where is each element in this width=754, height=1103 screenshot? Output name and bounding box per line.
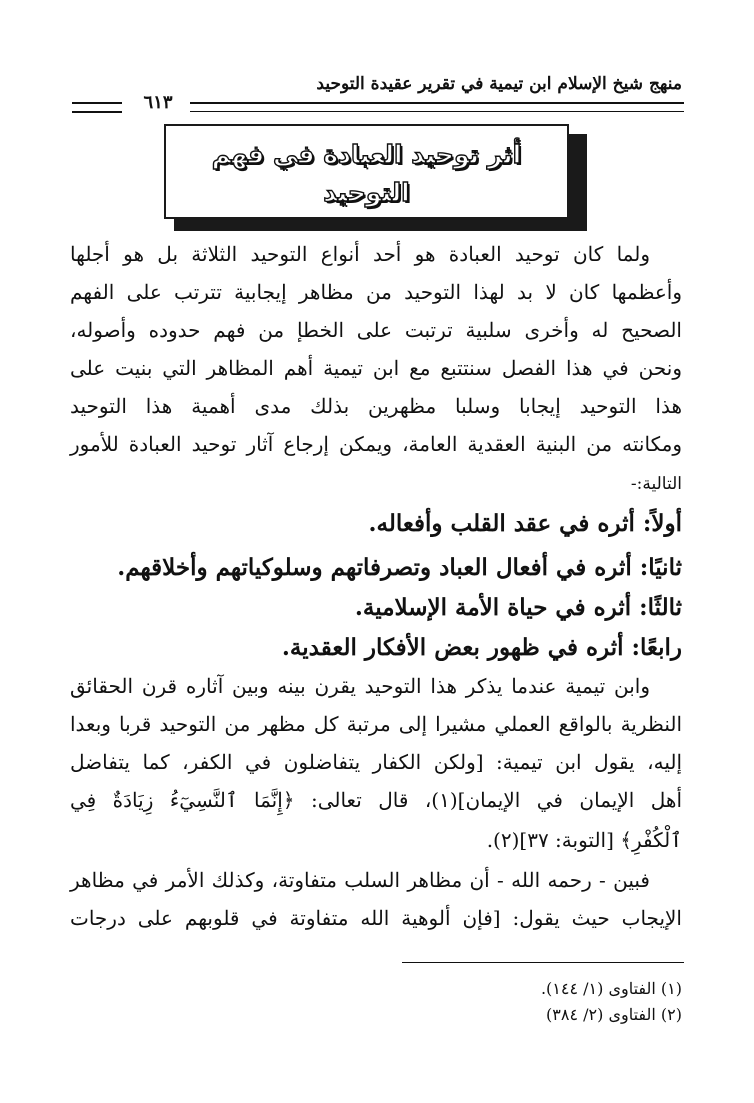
list-item-fourth: رابعًا: أثره في ظهور بعض الأفكار العقدية. xyxy=(281,634,682,661)
body-line: وابن تيمية عندما يذكر هذا التوحيد يقرن بينه وبين آثاره قرن الحقائق xyxy=(70,674,650,698)
body-line: هذا التوحيد إيجابا وسلبا مظهرين بذلك مدى أهمية هذا التوحيد xyxy=(70,394,682,418)
page-number: ٦١٣ xyxy=(143,92,173,113)
body-line: وأعظمها كان لا بد لهذا التوحيد من مظاهر إيجابية تترتب على الفهم xyxy=(70,280,682,304)
running-header-title: منهج شيخ الإسلام ابن تيمية في تقرير عقيدة التوحيد xyxy=(316,74,682,94)
page-number-rule xyxy=(72,102,122,113)
body-line: الصحيح له وأخرى سلبية ترتبت على الخطإ من فهم حدوده وأصوله، xyxy=(70,318,682,342)
body-line: التالية:- xyxy=(630,474,682,494)
body-line: النظرية بالواقع العملي مشيرا إلى مرتبة كل مظهر من التوحيد قربا وبعدا xyxy=(70,712,682,736)
footnote-1: (١) الفتاوى (١/ ١٤٤). xyxy=(540,979,682,998)
chapter-title-line-2: التوحيد xyxy=(323,178,410,207)
list-item-second: ثانيًا: أثره في أفعال العباد وتصرفاتهم وسلوكياتهم وأخلاقهم. xyxy=(117,554,682,581)
footnote-2: (٢) الفتاوى (٢/ ٣٨٤) xyxy=(546,1005,682,1024)
list-item-first: أولاً: أثره في عقد القلب وأفعاله. xyxy=(368,510,682,537)
body-line: ومكانته من البنية العقدية العامة، ويمكن إرجاع آثار توحيد العبادة للأمور xyxy=(70,432,682,456)
header-rule xyxy=(190,102,684,112)
chapter-title-line-1: أثر توحيد العبادة في فهم xyxy=(211,140,522,169)
body-line: إليه، يقول ابن تيمية: [ولكن الكفار يتفاضلون في الكفر، كما يتفاضل xyxy=(70,750,683,774)
body-line: ونحن في هذا الفصل سنتتبع مع ابن تيمية أهم المظاهر التي بنيت على xyxy=(70,356,682,380)
body-line: الإيجاب حيث يقول: [فإن ألوهية الله متفاوتة في قلوبهم على درجات xyxy=(70,906,682,930)
body-line: ٱلْكُفْرِ﴾ [التوبة: ٣٧](٢). xyxy=(486,828,682,852)
footnote-separator xyxy=(402,962,684,963)
body-line: أهل الإيمان في الإيمان](١)، قال تعالى: ﴿إِنَّمَا ٱلنَّسِيٓءُ زِيَادَةٌ فِي xyxy=(70,788,682,812)
body-line: ولما كان توحيد العبادة هو أحد أنواع التوحيد الثلاثة بل هو أجلها xyxy=(70,242,650,266)
chapter-title-box xyxy=(164,124,569,219)
list-item-third: ثالثًا: أثره في حياة الأمة الإسلامية. xyxy=(354,594,682,621)
body-line: فبين - رحمه الله - أن مظاهر السلب متفاوتة، وكذلك الأمر في مظاهر xyxy=(70,868,650,892)
